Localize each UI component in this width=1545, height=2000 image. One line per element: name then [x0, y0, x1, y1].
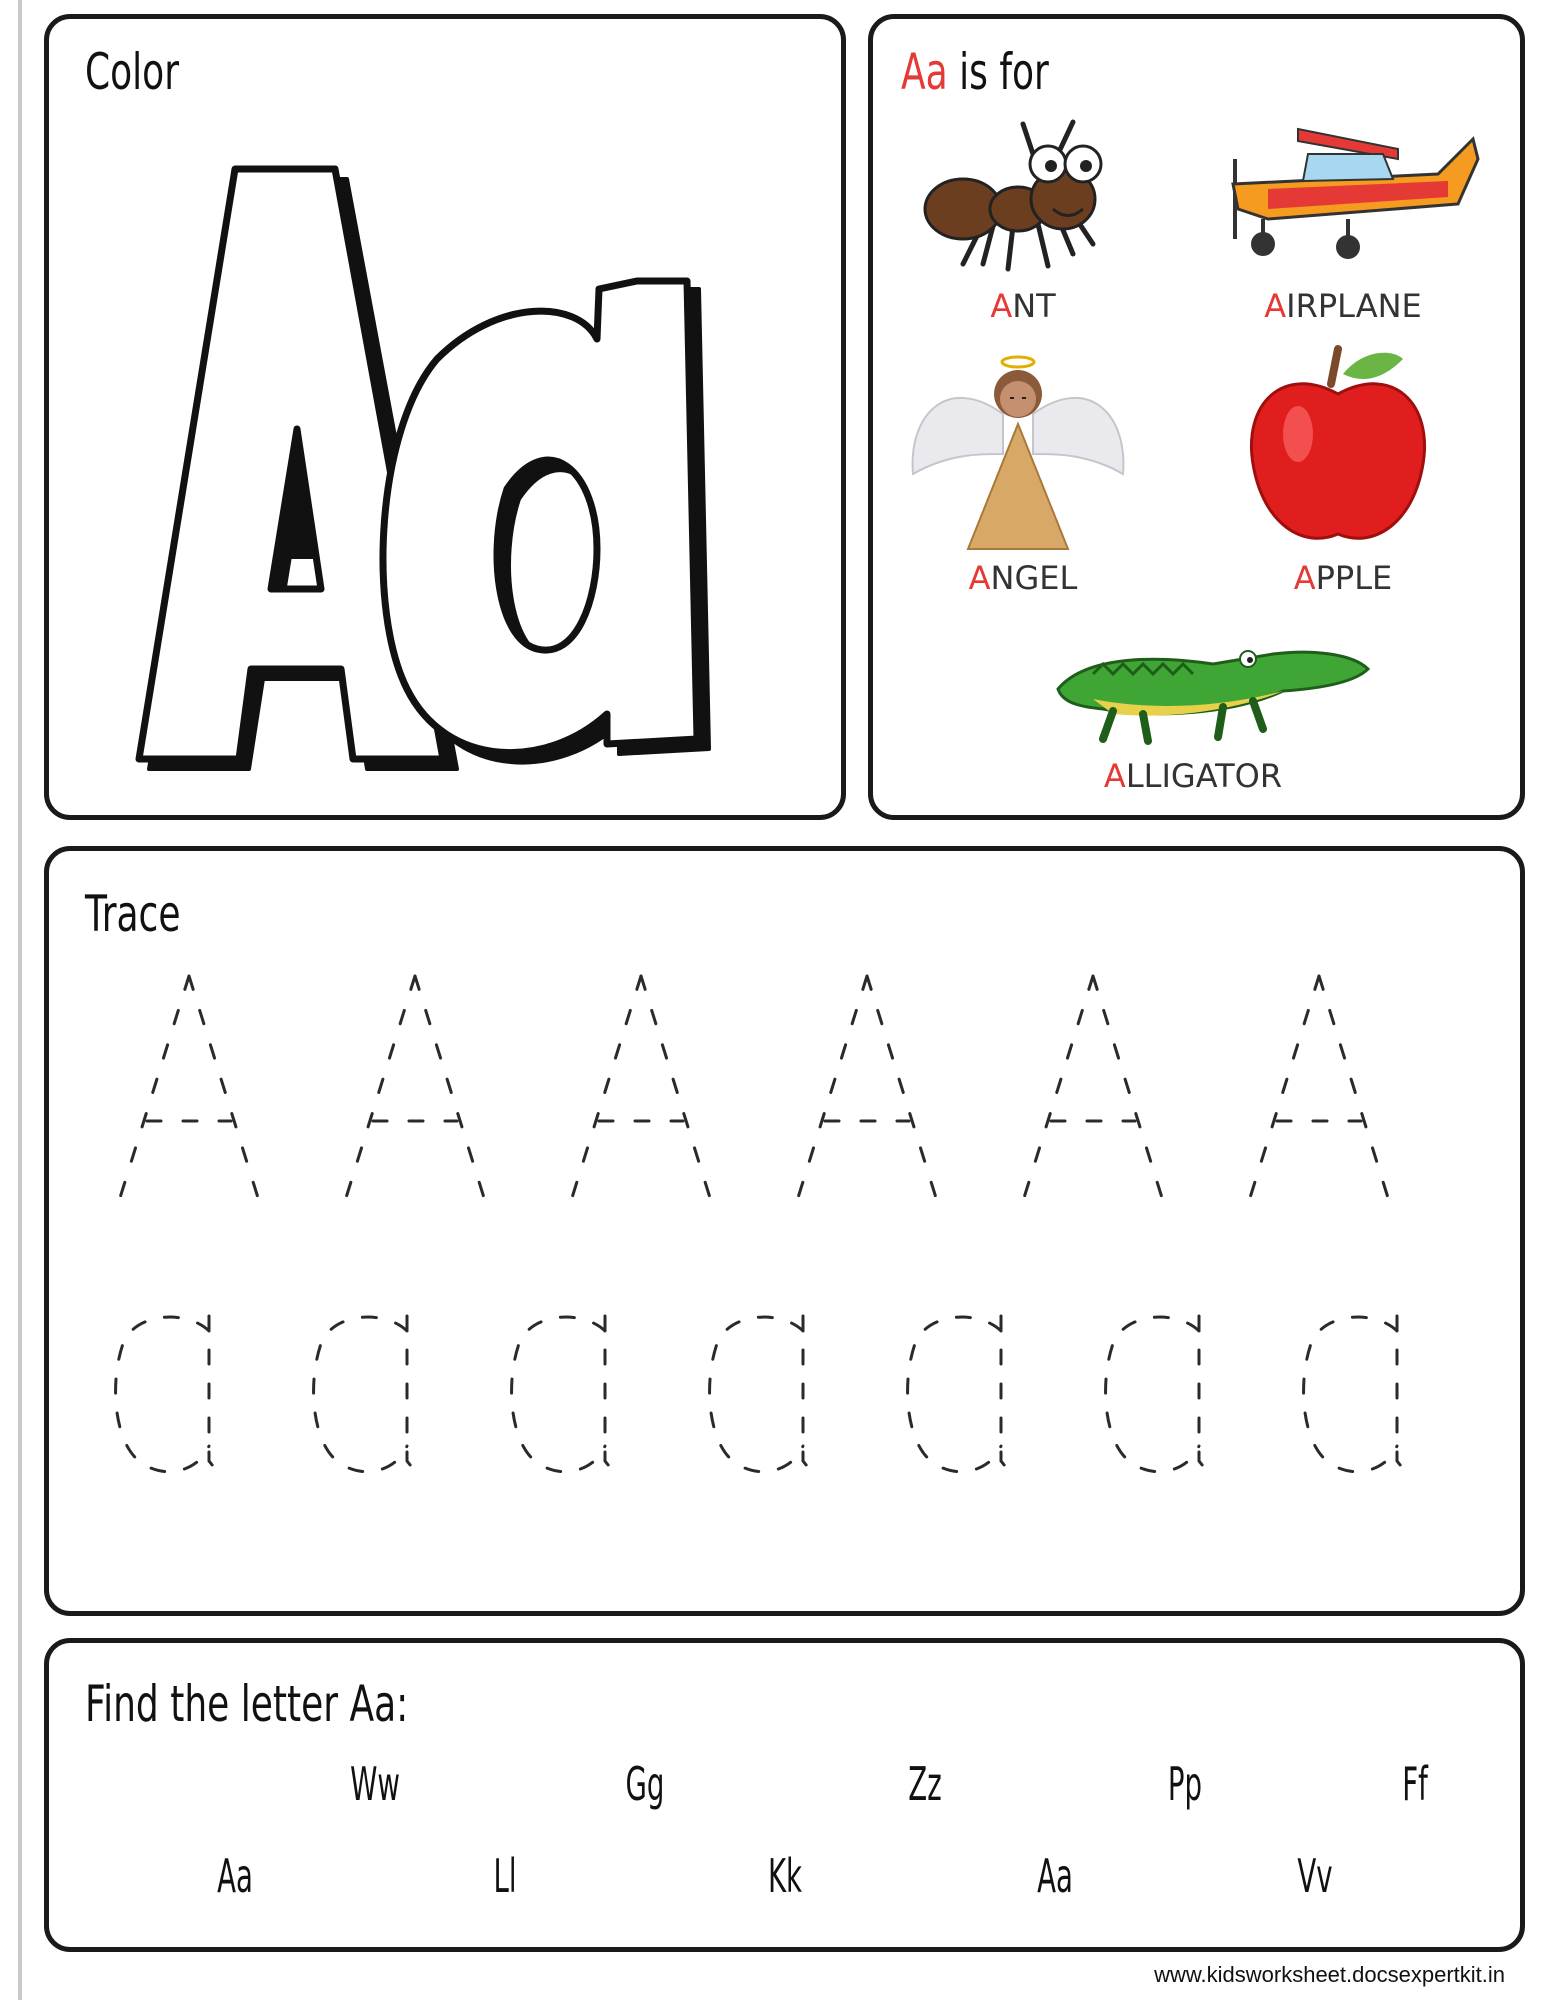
item-rest-letters: LLIGATOR: [1125, 757, 1283, 795]
trace-uppercase-a[interactable]: [1249, 976, 1389, 1201]
item-label-ant: [873, 287, 1173, 325]
angel-icon: [908, 354, 1128, 554]
trace-lowercase-a[interactable]: [314, 1316, 415, 1472]
is-for-panel: [868, 14, 1525, 820]
find-heading: Find the letter Aa:: [85, 1675, 409, 1733]
color-heading: Color: [85, 43, 179, 101]
trace-lowercase-a[interactable]: [512, 1316, 613, 1472]
item-rest-letters: NGEL: [990, 559, 1078, 597]
airplane-icon: [1208, 119, 1483, 269]
find-letter-vv[interactable]: Vv: [1297, 1849, 1333, 1903]
trace-panel: [44, 846, 1525, 1616]
trace-lowercase-a[interactable]: [710, 1316, 811, 1472]
uppercase-trace-row[interactable]: [119, 976, 1389, 1201]
trace-lowercase-a[interactable]: [1304, 1316, 1405, 1472]
find-letter-kk[interactable]: Kk: [767, 1849, 803, 1903]
alligator-icon: [1053, 629, 1373, 749]
item-rest-letters: NT: [1012, 287, 1056, 325]
outline-letters-aa[interactable]: [89, 139, 829, 799]
is-for-heading-letters: Aa: [901, 43, 948, 101]
trace-uppercase-a[interactable]: [797, 976, 937, 1201]
trace-area[interactable]: [49, 851, 1520, 1611]
footer-url: www.kidsworksheet.docsexpertkit.in: [1154, 1962, 1505, 1987]
trace-heading: Trace: [85, 885, 181, 943]
left-margin-rule: [18, 0, 22, 2000]
find-letter-zz[interactable]: Zz: [908, 1757, 942, 1811]
trace-uppercase-a[interactable]: [119, 976, 259, 1201]
trace-uppercase-a[interactable]: [345, 976, 485, 1201]
lowercase-trace-row[interactable]: [116, 1316, 1405, 1472]
trace-uppercase-a[interactable]: [1023, 976, 1163, 1201]
find-letter-aa[interactable]: Aa: [217, 1849, 253, 1903]
item-label-airplane: [1193, 287, 1493, 325]
item-label-apple: [1193, 559, 1493, 597]
find-letter-gg[interactable]: Gg: [625, 1757, 665, 1811]
trace-lowercase-a[interactable]: [1106, 1316, 1207, 1472]
item-label-angel: [873, 559, 1173, 597]
ant-icon: [923, 114, 1123, 284]
find-letter-ww[interactable]: Ww: [350, 1757, 400, 1811]
item-first-letter: A: [968, 559, 991, 597]
apple-icon: [1243, 344, 1433, 554]
item-first-letter: A: [1103, 757, 1126, 795]
color-panel: [44, 14, 846, 820]
find-letter-ll[interactable]: Ll: [493, 1849, 517, 1903]
item-first-letter: A: [1293, 559, 1316, 597]
is-for-heading-rest: is for: [947, 43, 1049, 101]
item-rest-letters: IRPLANE: [1286, 287, 1422, 325]
find-letter-pp[interactable]: Pp: [1167, 1757, 1203, 1811]
trace-lowercase-a[interactable]: [908, 1316, 1009, 1472]
item-first-letter: A: [1264, 287, 1287, 325]
trace-lowercase-a[interactable]: [116, 1316, 217, 1472]
is-for-heading: [901, 43, 1049, 101]
item-rest-letters: PPLE: [1315, 559, 1393, 597]
item-label-alligator: [1043, 757, 1343, 795]
find-letter-ff[interactable]: Ff: [1402, 1757, 1428, 1811]
trace-uppercase-a[interactable]: [571, 976, 711, 1201]
item-first-letter: A: [990, 287, 1013, 325]
find-letter-panel: [44, 1638, 1525, 1952]
find-letter-aa[interactable]: Aa: [1037, 1849, 1073, 1903]
